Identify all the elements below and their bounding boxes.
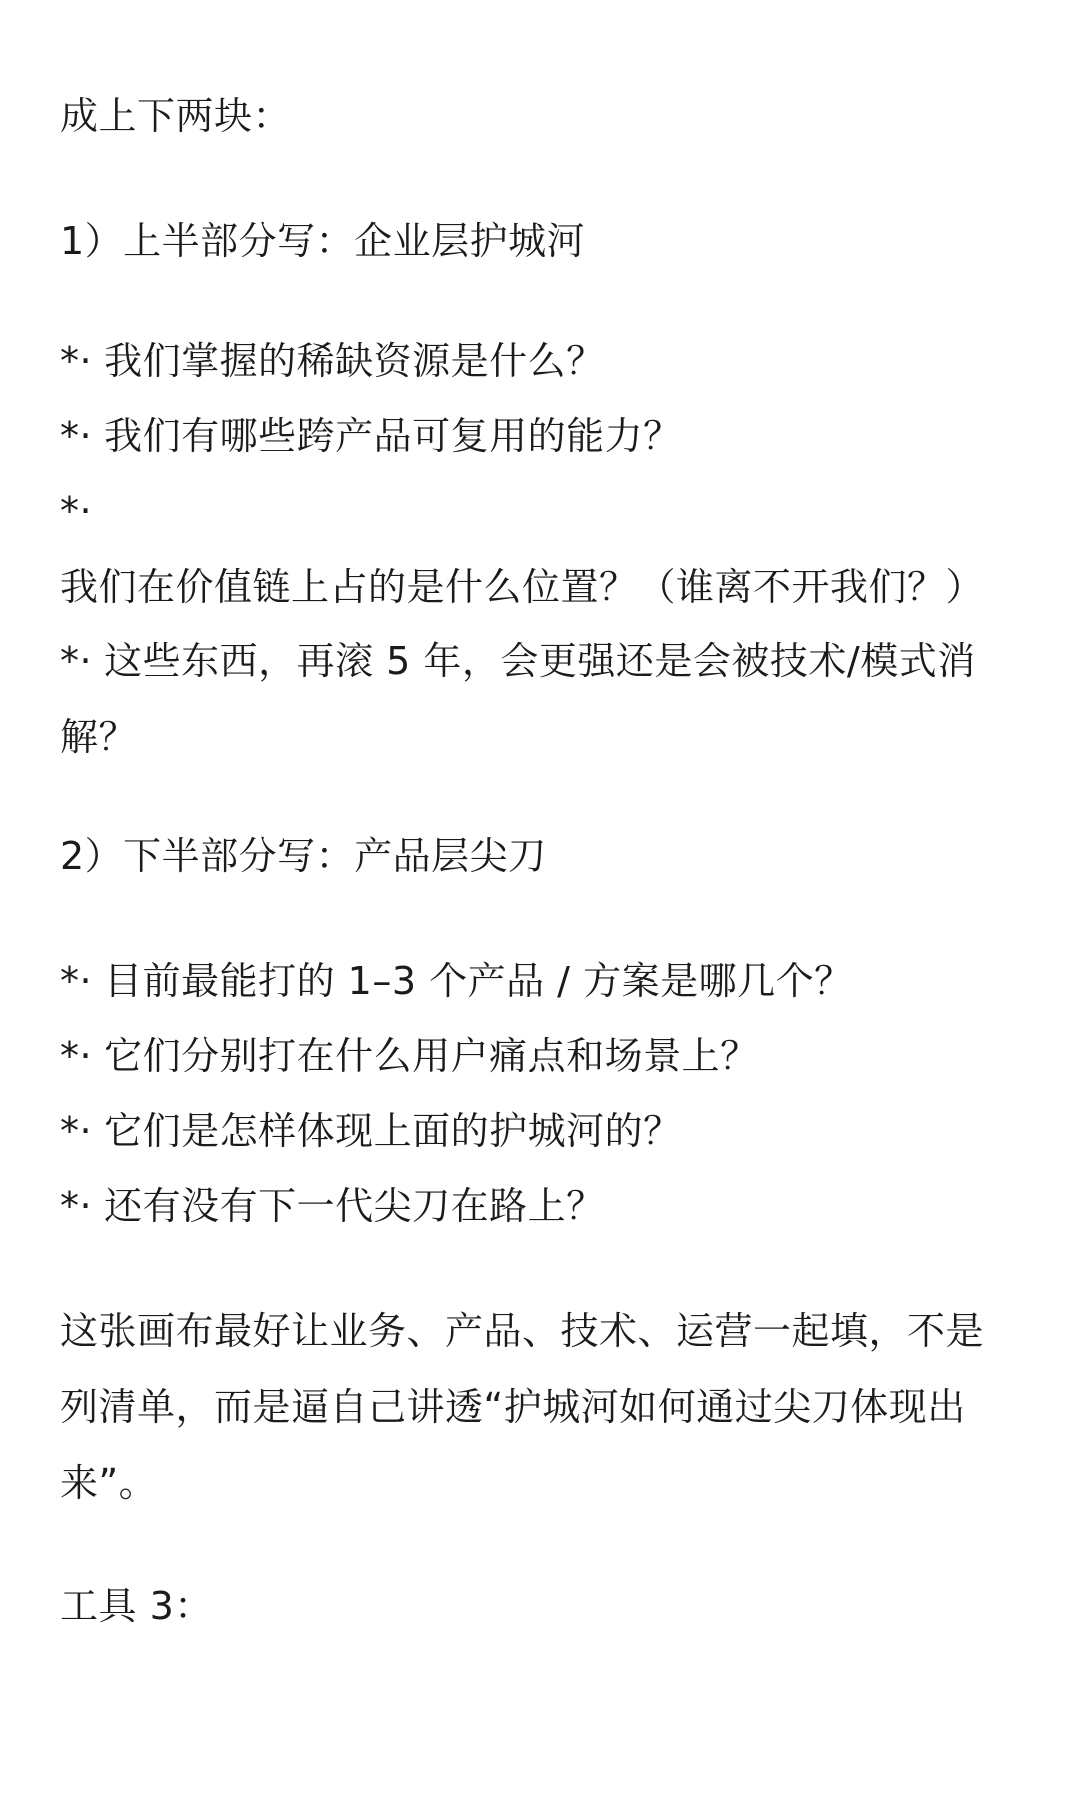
section-1-item-4 bbox=[60, 623, 1020, 775]
bullet-text: 它们分别打在什么用户痛点和场景上？ bbox=[104, 1034, 759, 1078]
section-1-heading: 1）上半部分写：企业层护城河 bbox=[60, 219, 586, 263]
section-2-item-3 bbox=[60, 1093, 1020, 1169]
section-1-item-2 bbox=[60, 398, 1020, 474]
bullet-text: 我们掌握的稀缺资源是什么？ bbox=[104, 339, 605, 383]
intro-text: 成上下两块： bbox=[60, 94, 292, 138]
section-2-item-2 bbox=[60, 1018, 1020, 1094]
bullet-text: 这些东西，再滚 5 年，会更强还是会被技术/模式消解？ bbox=[60, 639, 976, 759]
document-page bbox=[60, 0, 1020, 1800]
section-1-item-1 bbox=[60, 323, 1020, 399]
bullet-marker: *· bbox=[60, 414, 93, 458]
bullet-marker: *· bbox=[60, 1034, 93, 1078]
section-1-item-3 bbox=[60, 473, 1020, 625]
bullet-text: 我们在价值链上占的是什么位置？（谁离不开我们？） bbox=[60, 565, 985, 609]
closing-paragraph: 这张画布最好让业务、产品、技术、运营一起填，不是列清单，而是逼自己讲透“护城河如何通过尖刀体现出来”。 bbox=[60, 1309, 985, 1505]
bullet-text: 目前最能打的 1–3 个产品 / 方案是哪几个？ bbox=[104, 959, 853, 1003]
section-2-heading: 2）下半部分写：产品层尖刀 bbox=[60, 834, 547, 878]
bullet-marker: *· bbox=[60, 639, 93, 683]
section-2-item-4 bbox=[60, 1168, 1020, 1244]
next-tool-heading: 工具 3： bbox=[60, 1584, 213, 1628]
bullet-marker: *· bbox=[60, 339, 93, 383]
bullet-marker: *· bbox=[60, 1184, 93, 1228]
bullet-text: 还有没有下一代尖刀在路上？ bbox=[104, 1184, 605, 1228]
bullet-marker: *· bbox=[60, 959, 93, 1003]
bullet-text: 它们是怎样体现上面的护城河的？ bbox=[104, 1109, 682, 1153]
bullet-text: 我们有哪些跨产品可复用的能力？ bbox=[104, 414, 682, 458]
bullet-marker: *· bbox=[60, 489, 93, 533]
section-2-item-1 bbox=[60, 943, 1020, 1019]
bullet-marker: *· bbox=[60, 1109, 93, 1153]
